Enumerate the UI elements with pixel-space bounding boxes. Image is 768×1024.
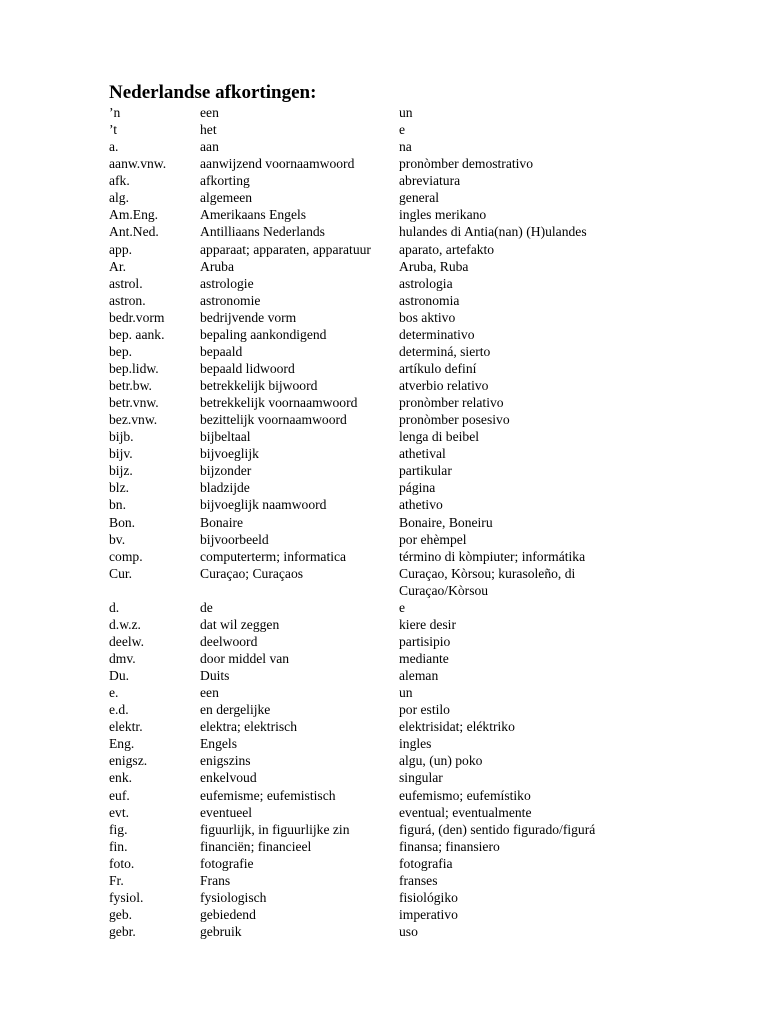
abbreviation-list bbox=[109, 104, 749, 940]
papiamento-meaning-cell: astrologia bbox=[399, 275, 453, 291]
papiamento-meaning-cell: singular bbox=[399, 770, 443, 786]
dutch-meaning-cell: gebiedend bbox=[200, 906, 256, 922]
dutch-meaning-cell: aanwijzend voornaamwoord bbox=[200, 156, 355, 172]
abbreviation-cell: Fr. bbox=[109, 872, 124, 888]
papiamento-meaning-cell: aleman bbox=[399, 668, 439, 684]
list-item bbox=[109, 701, 749, 718]
abbreviation-cell: bijz. bbox=[109, 463, 133, 479]
papiamento-meaning-cell: por ehèmpel bbox=[399, 531, 467, 547]
abbreviation-cell: comp. bbox=[109, 548, 143, 564]
dutch-meaning-cell: bepaling aankondigend bbox=[200, 326, 327, 342]
papiamento-meaning-cell: por estilo bbox=[399, 702, 450, 718]
dutch-meaning-cell: bijvoeglijk bbox=[200, 446, 259, 462]
abbreviation-cell: e.d. bbox=[109, 702, 129, 718]
dutch-meaning-cell: bladzijde bbox=[200, 480, 250, 496]
papiamento-meaning-cell: franses bbox=[399, 872, 438, 888]
abbreviation-cell: bep. aank. bbox=[109, 326, 165, 342]
dutch-meaning-cell: gebruik bbox=[200, 924, 242, 939]
abbreviation-cell: fin. bbox=[109, 838, 128, 854]
papiamento-meaning-cell: artíkulo definí bbox=[399, 360, 477, 376]
dutch-meaning-cell: apparaat; apparaten, apparatuur bbox=[200, 241, 371, 257]
list-item bbox=[109, 667, 749, 684]
abbreviation-cell: bep. bbox=[109, 343, 133, 359]
abbreviation-cell: e. bbox=[109, 685, 119, 701]
papiamento-meaning-cell: pronòmber relativo bbox=[399, 395, 504, 411]
abbreviation-cell: alg. bbox=[109, 190, 130, 206]
papiamento-meaning-cell: abreviatura bbox=[399, 173, 461, 189]
abbreviation-cell: app. bbox=[109, 241, 133, 257]
list-item bbox=[109, 752, 749, 769]
list-item bbox=[109, 496, 749, 513]
list-item bbox=[109, 565, 749, 599]
papiamento-meaning-cell: atverbio relativo bbox=[399, 378, 489, 393]
list-item bbox=[109, 684, 749, 701]
abbreviation-cell: fig. bbox=[109, 821, 128, 837]
papiamento-meaning-cell: página bbox=[399, 480, 436, 496]
list-item bbox=[109, 121, 749, 138]
list-item bbox=[109, 258, 749, 275]
dutch-meaning-cell: enigszins bbox=[200, 753, 251, 769]
dutch-meaning-cell: Curaçao; Curaçaos bbox=[200, 565, 304, 581]
dutch-meaning-cell: bepaald bbox=[200, 343, 243, 359]
list-item bbox=[109, 394, 749, 411]
dutch-meaning-cell: afkorting bbox=[200, 173, 250, 189]
papiamento-meaning-cell: elektrisidat; eléktriko bbox=[399, 719, 515, 735]
abbreviation-cell: enk. bbox=[109, 770, 133, 786]
list-item bbox=[109, 309, 749, 326]
papiamento-meaning-cell: determiná, sierto bbox=[399, 343, 491, 359]
list-item bbox=[109, 548, 749, 565]
list-item bbox=[109, 821, 749, 838]
list-item bbox=[109, 275, 749, 292]
dutch-meaning-cell: aan bbox=[200, 139, 219, 155]
dutch-meaning-cell: Engels bbox=[200, 736, 237, 752]
abbreviation-cell: blz. bbox=[109, 480, 130, 496]
dutch-meaning-cell: de bbox=[200, 599, 213, 615]
dutch-meaning-cell: algemeen bbox=[200, 190, 253, 206]
papiamento-meaning-cell: aparato, artefakto bbox=[399, 241, 495, 257]
abbreviation-cell: bep.lidw. bbox=[109, 360, 159, 376]
abbreviation-cell: geb. bbox=[109, 906, 133, 922]
papiamento-meaning-cell: un bbox=[399, 685, 413, 701]
list-item bbox=[109, 343, 749, 360]
list-item bbox=[109, 616, 749, 633]
papiamento-meaning-cell: finansa; finansiero bbox=[399, 838, 500, 854]
list-item bbox=[109, 206, 749, 223]
abbreviation-cell: d. bbox=[109, 599, 120, 615]
abbreviation-cell: ’t bbox=[109, 122, 118, 138]
papiamento-meaning-cell: eufemismo; eufemístiko bbox=[399, 787, 531, 803]
abbreviation-cell: astron. bbox=[109, 292, 146, 308]
list-item bbox=[109, 838, 749, 855]
dutch-meaning-cell: het bbox=[200, 122, 217, 138]
papiamento-meaning-cell: Aruba, Ruba bbox=[399, 258, 469, 274]
papiamento-meaning-cell: bos aktivo bbox=[399, 309, 456, 325]
list-item bbox=[109, 479, 749, 496]
abbreviation-cell: dmv. bbox=[109, 651, 136, 666]
dutch-meaning-cell: Amerikaans Engels bbox=[200, 207, 307, 223]
list-item bbox=[109, 445, 749, 462]
papiamento-meaning-cell: partikular bbox=[399, 463, 452, 479]
dutch-meaning-cell: Duits bbox=[200, 668, 230, 684]
papiamento-meaning-cell: Curaçao, Kòrsou; kurasoleño, di Curaçao/Kòrsou bbox=[399, 565, 576, 598]
list-item bbox=[109, 326, 749, 343]
list-item bbox=[109, 172, 749, 189]
abbreviation-cell: euf. bbox=[109, 787, 130, 803]
abbreviation-cell: bijb. bbox=[109, 429, 134, 445]
papiamento-meaning-cell: athetival bbox=[399, 446, 446, 462]
dutch-meaning-cell: bijvoorbeeld bbox=[200, 531, 269, 547]
dutch-meaning-cell: bepaald lidwoord bbox=[200, 360, 295, 376]
abbreviation-cell: bv. bbox=[109, 531, 126, 547]
dutch-meaning-cell: door middel van bbox=[200, 651, 290, 666]
dutch-meaning-cell: financiën; financieel bbox=[200, 838, 312, 854]
dutch-meaning-cell: fysiologisch bbox=[200, 889, 267, 905]
papiamento-meaning-cell: kiere desir bbox=[399, 616, 456, 632]
list-item bbox=[109, 718, 749, 735]
list-item bbox=[109, 411, 749, 428]
dutch-meaning-cell: betrekkelijk bijwoord bbox=[200, 378, 318, 393]
papiamento-meaning-cell: pronòmber posesivo bbox=[399, 412, 510, 428]
abbreviation-cell: a. bbox=[109, 139, 119, 155]
dutch-meaning-cell: Aruba bbox=[200, 258, 234, 274]
papiamento-meaning-cell: astronomia bbox=[399, 292, 460, 308]
list-item bbox=[109, 514, 749, 531]
abbreviation-cell: bijv. bbox=[109, 446, 133, 462]
abbreviation-cell: Am.Eng. bbox=[109, 207, 159, 223]
dutch-meaning-cell: astrologie bbox=[200, 275, 254, 291]
abbreviation-cell: bedr.vorm bbox=[109, 309, 165, 325]
papiamento-meaning-cell: figurá, (den) sentido figurado/figurá bbox=[399, 821, 596, 837]
dutch-meaning-cell: een bbox=[200, 685, 219, 701]
list-item bbox=[109, 292, 749, 309]
dutch-meaning-cell: een bbox=[200, 105, 219, 120]
papiamento-meaning-cell: e bbox=[399, 599, 406, 615]
abbreviation-cell: evt. bbox=[109, 804, 130, 820]
list-item bbox=[109, 241, 749, 258]
papiamento-meaning-cell: ingles merikano bbox=[399, 207, 487, 223]
list-item bbox=[109, 769, 749, 786]
dutch-meaning-cell: bedrijvende vorm bbox=[200, 309, 297, 325]
list-item bbox=[109, 923, 749, 940]
abbreviation-cell: Ar. bbox=[109, 258, 126, 274]
list-item bbox=[109, 377, 749, 394]
document-page bbox=[109, 82, 749, 940]
abbreviation-cell: betr.bw. bbox=[109, 378, 152, 393]
list-item bbox=[109, 223, 749, 240]
list-item bbox=[109, 599, 749, 616]
papiamento-meaning-cell: determinativo bbox=[399, 326, 475, 342]
abbreviation-cell: bez.vnw. bbox=[109, 412, 158, 428]
abbreviation-cell: elektr. bbox=[109, 719, 143, 735]
dutch-meaning-cell: Frans bbox=[200, 872, 231, 888]
papiamento-meaning-cell: fisiológiko bbox=[399, 889, 458, 905]
papiamento-meaning-cell: uso bbox=[399, 924, 418, 939]
abbreviation-cell: aanw.vnw. bbox=[109, 156, 167, 172]
abbreviation-cell: Eng. bbox=[109, 736, 135, 752]
list-item bbox=[109, 735, 749, 752]
dutch-meaning-cell: dat wil zeggen bbox=[200, 616, 280, 632]
dutch-meaning-cell: bijzonder bbox=[200, 463, 252, 479]
abbreviation-cell: bn. bbox=[109, 497, 126, 513]
dutch-meaning-cell: Antilliaans Nederlands bbox=[200, 224, 325, 240]
dutch-meaning-cell: deelwoord bbox=[200, 633, 258, 649]
abbreviation-cell: deelw. bbox=[109, 633, 144, 649]
papiamento-meaning-cell: athetivo bbox=[399, 497, 443, 513]
dutch-meaning-cell: elektra; elektrisch bbox=[200, 719, 297, 735]
dutch-meaning-cell: eufemisme; eufemistisch bbox=[200, 787, 336, 803]
list-item bbox=[109, 531, 749, 548]
list-item bbox=[109, 189, 749, 206]
abbreviation-cell: astrol. bbox=[109, 275, 143, 291]
papiamento-meaning-cell: algu, (un) poko bbox=[399, 753, 483, 769]
abbreviation-cell: d.w.z. bbox=[109, 616, 141, 632]
list-item bbox=[109, 787, 749, 804]
papiamento-meaning-cell: e bbox=[399, 122, 406, 138]
list-item bbox=[109, 428, 749, 445]
papiamento-meaning-cell: ingles bbox=[399, 736, 432, 752]
abbreviation-cell: Du. bbox=[109, 668, 130, 684]
abbreviation-cell: Cur. bbox=[109, 565, 133, 581]
list-item bbox=[109, 104, 749, 121]
dutch-meaning-cell: enkelvoud bbox=[200, 770, 257, 786]
dutch-meaning-cell: Bonaire bbox=[200, 514, 244, 530]
papiamento-meaning-cell: lenga di beibel bbox=[399, 429, 480, 445]
dutch-meaning-cell: fotografie bbox=[200, 855, 254, 871]
dutch-meaning-cell: en dergelijke bbox=[200, 702, 271, 718]
papiamento-meaning-cell: pronòmber demostrativo bbox=[399, 156, 534, 172]
dutch-meaning-cell: computerterm; informatica bbox=[200, 548, 347, 564]
papiamento-meaning-cell: Bonaire, Boneiru bbox=[399, 514, 493, 530]
abbreviation-cell: enigsz. bbox=[109, 753, 148, 769]
list-item bbox=[109, 155, 749, 172]
list-item bbox=[109, 872, 749, 889]
list-item bbox=[109, 462, 749, 479]
papiamento-meaning-cell: imperativo bbox=[399, 906, 458, 922]
list-item bbox=[109, 650, 749, 667]
dutch-meaning-cell: bijvoeglijk naamwoord bbox=[200, 497, 327, 513]
papiamento-meaning-cell: na bbox=[399, 139, 412, 155]
list-item bbox=[109, 906, 749, 923]
papiamento-meaning-cell: eventual; eventualmente bbox=[399, 804, 532, 820]
papiamento-meaning-cell: término di kòmpiuter; informátika bbox=[399, 548, 586, 564]
papiamento-meaning-cell: mediante bbox=[399, 651, 449, 666]
list-item bbox=[109, 360, 749, 377]
abbreviation-cell: afk. bbox=[109, 173, 130, 189]
papiamento-meaning-cell: fotografia bbox=[399, 855, 453, 871]
abbreviation-cell: gebr. bbox=[109, 924, 136, 939]
list-item bbox=[109, 804, 749, 821]
papiamento-meaning-cell: partisipio bbox=[399, 633, 451, 649]
papiamento-meaning-cell: hulandes di Antia(nan) (H)ulandes bbox=[399, 224, 587, 240]
list-item bbox=[109, 138, 749, 155]
papiamento-meaning-cell: general bbox=[399, 190, 439, 206]
abbreviation-cell: ’n bbox=[109, 105, 121, 120]
abbreviation-cell: Ant.Ned. bbox=[109, 224, 159, 240]
abbreviation-cell: Bon. bbox=[109, 514, 136, 530]
dutch-meaning-cell: figuurlijk, in figuurlijke zin bbox=[200, 821, 350, 837]
list-item bbox=[109, 889, 749, 906]
dutch-meaning-cell: bijbeltaal bbox=[200, 429, 251, 445]
document-title: Nederlandse afkortingen: bbox=[109, 82, 317, 103]
dutch-meaning-cell: eventueel bbox=[200, 804, 253, 820]
papiamento-meaning-cell: un bbox=[399, 105, 413, 120]
abbreviation-cell: betr.vnw. bbox=[109, 395, 159, 411]
list-item bbox=[109, 633, 749, 650]
dutch-meaning-cell: bezittelijk voornaamwoord bbox=[200, 412, 347, 428]
dutch-meaning-cell: betrekkelijk voornaamwoord bbox=[200, 395, 358, 411]
list-item bbox=[109, 855, 749, 872]
abbreviation-cell: foto. bbox=[109, 855, 135, 871]
abbreviation-cell: fysiol. bbox=[109, 889, 144, 905]
dutch-meaning-cell: astronomie bbox=[200, 292, 261, 308]
